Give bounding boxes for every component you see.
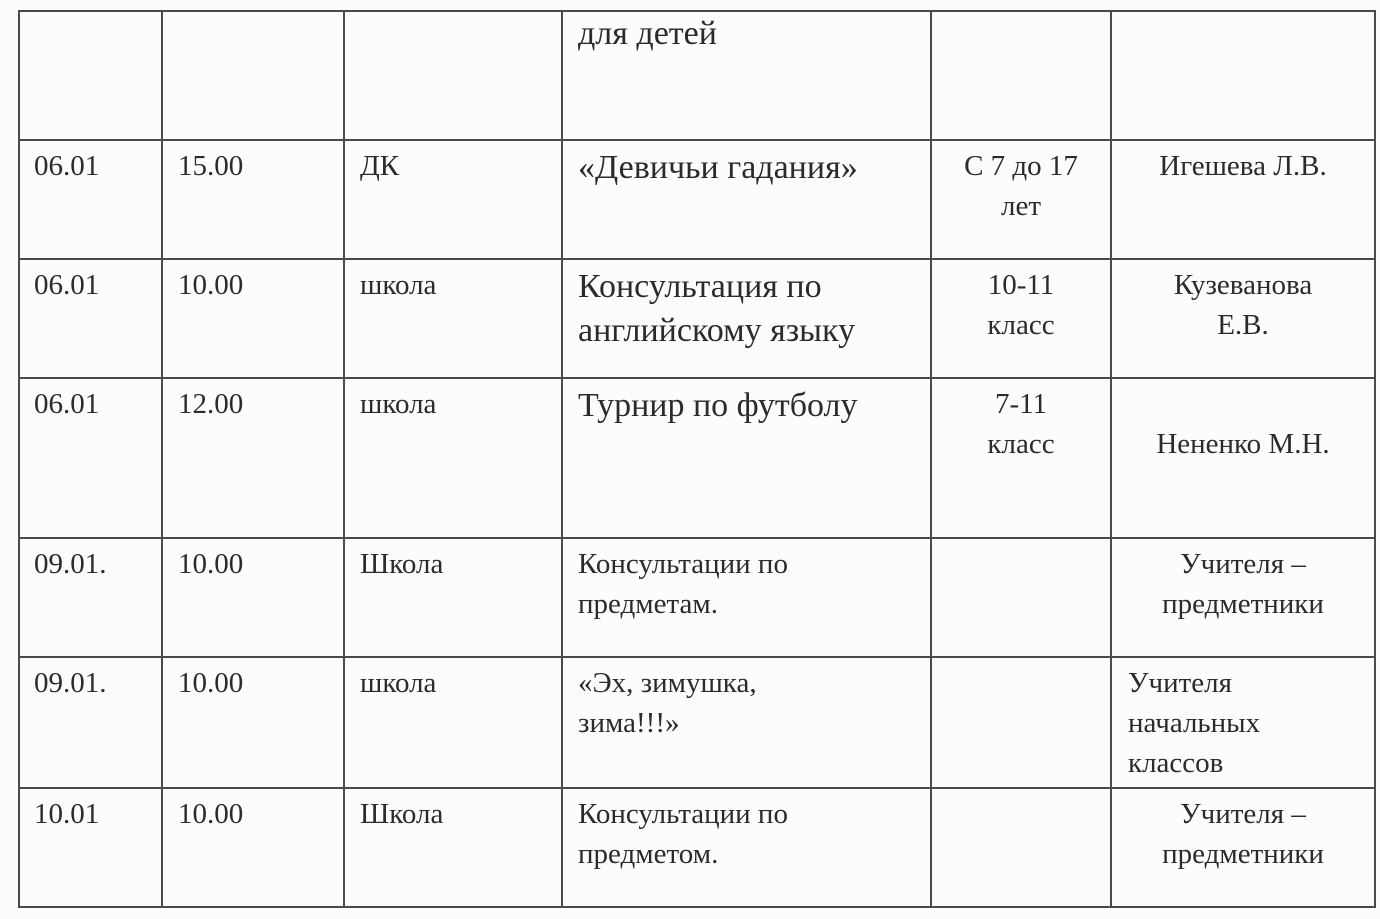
responsible-cell (1111, 259, 1375, 378)
age-cell (931, 140, 1111, 259)
event-text: Консультация по английскому языку (578, 268, 856, 349)
event-text: «Эх, зимушка, зима!!!» (578, 667, 757, 739)
event-cell (562, 11, 931, 140)
table-row (19, 259, 1375, 378)
event-text: «Девичьи гадания» (578, 149, 858, 186)
age-text (932, 789, 1110, 794)
event-cell (562, 259, 931, 378)
table-row (19, 657, 1375, 788)
place-text (345, 12, 561, 17)
time-text: 10.00 (178, 548, 244, 580)
date-text: 09.01. (34, 667, 107, 699)
place-cell (344, 259, 562, 378)
age-text (932, 539, 1110, 544)
time-cell (162, 378, 344, 538)
place-text: Школа (360, 548, 444, 580)
time-text: 10.00 (178, 667, 244, 699)
place-cell (344, 378, 562, 538)
place-text: Школа (360, 798, 444, 830)
place-cell (344, 11, 562, 140)
date-text: 06.01 (34, 269, 100, 301)
age-cell (931, 11, 1111, 140)
responsible-cell (1111, 538, 1375, 657)
responsible-cell (1111, 788, 1375, 907)
responsible-text: Нененко М.Н. (1156, 428, 1330, 460)
date-text: 06.01 (34, 388, 100, 420)
time-text: 12.00 (178, 388, 244, 420)
responsible-cell (1111, 140, 1375, 259)
place-text: ДК (360, 150, 400, 182)
table-row (19, 140, 1375, 259)
table-row (19, 11, 1375, 140)
date-cell (19, 140, 162, 259)
responsible-text: Кузеванова Е.В. (1173, 269, 1313, 341)
date-cell (19, 657, 162, 788)
age-cell (931, 788, 1111, 907)
table-row (19, 538, 1375, 657)
age-text: 7-11 класс (987, 388, 1055, 460)
time-text (163, 12, 343, 17)
age-cell (931, 538, 1111, 657)
responsible-text: Учителя – предметники (1162, 798, 1324, 870)
place-text: школа (360, 388, 437, 420)
responsible-cell (1111, 378, 1375, 538)
time-text: 10.00 (178, 798, 244, 830)
age-text: С 7 до 17 лет (964, 150, 1078, 222)
place-cell (344, 140, 562, 259)
event-text: Консультации по предметом. (578, 798, 788, 870)
date-text (20, 12, 161, 17)
time-cell (162, 140, 344, 259)
date-text: 10.01 (34, 798, 100, 830)
time-cell (162, 259, 344, 378)
date-cell (19, 259, 162, 378)
table-row (19, 788, 1375, 907)
time-cell (162, 788, 344, 907)
event-cell (562, 657, 931, 788)
place-cell (344, 538, 562, 657)
event-text: Турнир по футболу (578, 387, 858, 424)
age-cell (931, 378, 1111, 538)
age-text (932, 658, 1110, 663)
time-cell (162, 538, 344, 657)
event-text: для детей (578, 15, 717, 52)
place-text: школа (360, 269, 437, 301)
event-cell (562, 378, 931, 538)
time-cell (162, 657, 344, 788)
age-cell (931, 657, 1111, 788)
date-cell (19, 11, 162, 140)
date-text: 06.01 (34, 150, 100, 182)
date-text: 09.01. (34, 548, 107, 580)
event-cell (562, 788, 931, 907)
responsible-cell (1111, 657, 1375, 788)
date-cell (19, 538, 162, 657)
table-row (19, 378, 1375, 538)
responsible-text (1112, 12, 1374, 17)
age-text (932, 12, 1110, 17)
age-cell (931, 259, 1111, 378)
event-cell (562, 538, 931, 657)
time-cell (162, 11, 344, 140)
time-text: 15.00 (178, 150, 244, 182)
date-cell (19, 788, 162, 907)
schedule-table (18, 10, 1376, 908)
place-cell (344, 657, 562, 788)
responsible-text: Учителя – предметники (1162, 548, 1324, 620)
event-text: Консультации по предметам. (578, 548, 788, 620)
event-cell (562, 140, 931, 259)
date-cell (19, 378, 162, 538)
responsible-text: Учителя начальных классов (1128, 667, 1261, 779)
place-cell (344, 788, 562, 907)
time-text: 10.00 (178, 269, 244, 301)
responsible-text: Игешева Л.В. (1159, 150, 1327, 182)
responsible-cell (1111, 11, 1375, 140)
age-text: 10-11 класс (987, 269, 1055, 341)
place-text: школа (360, 667, 437, 699)
